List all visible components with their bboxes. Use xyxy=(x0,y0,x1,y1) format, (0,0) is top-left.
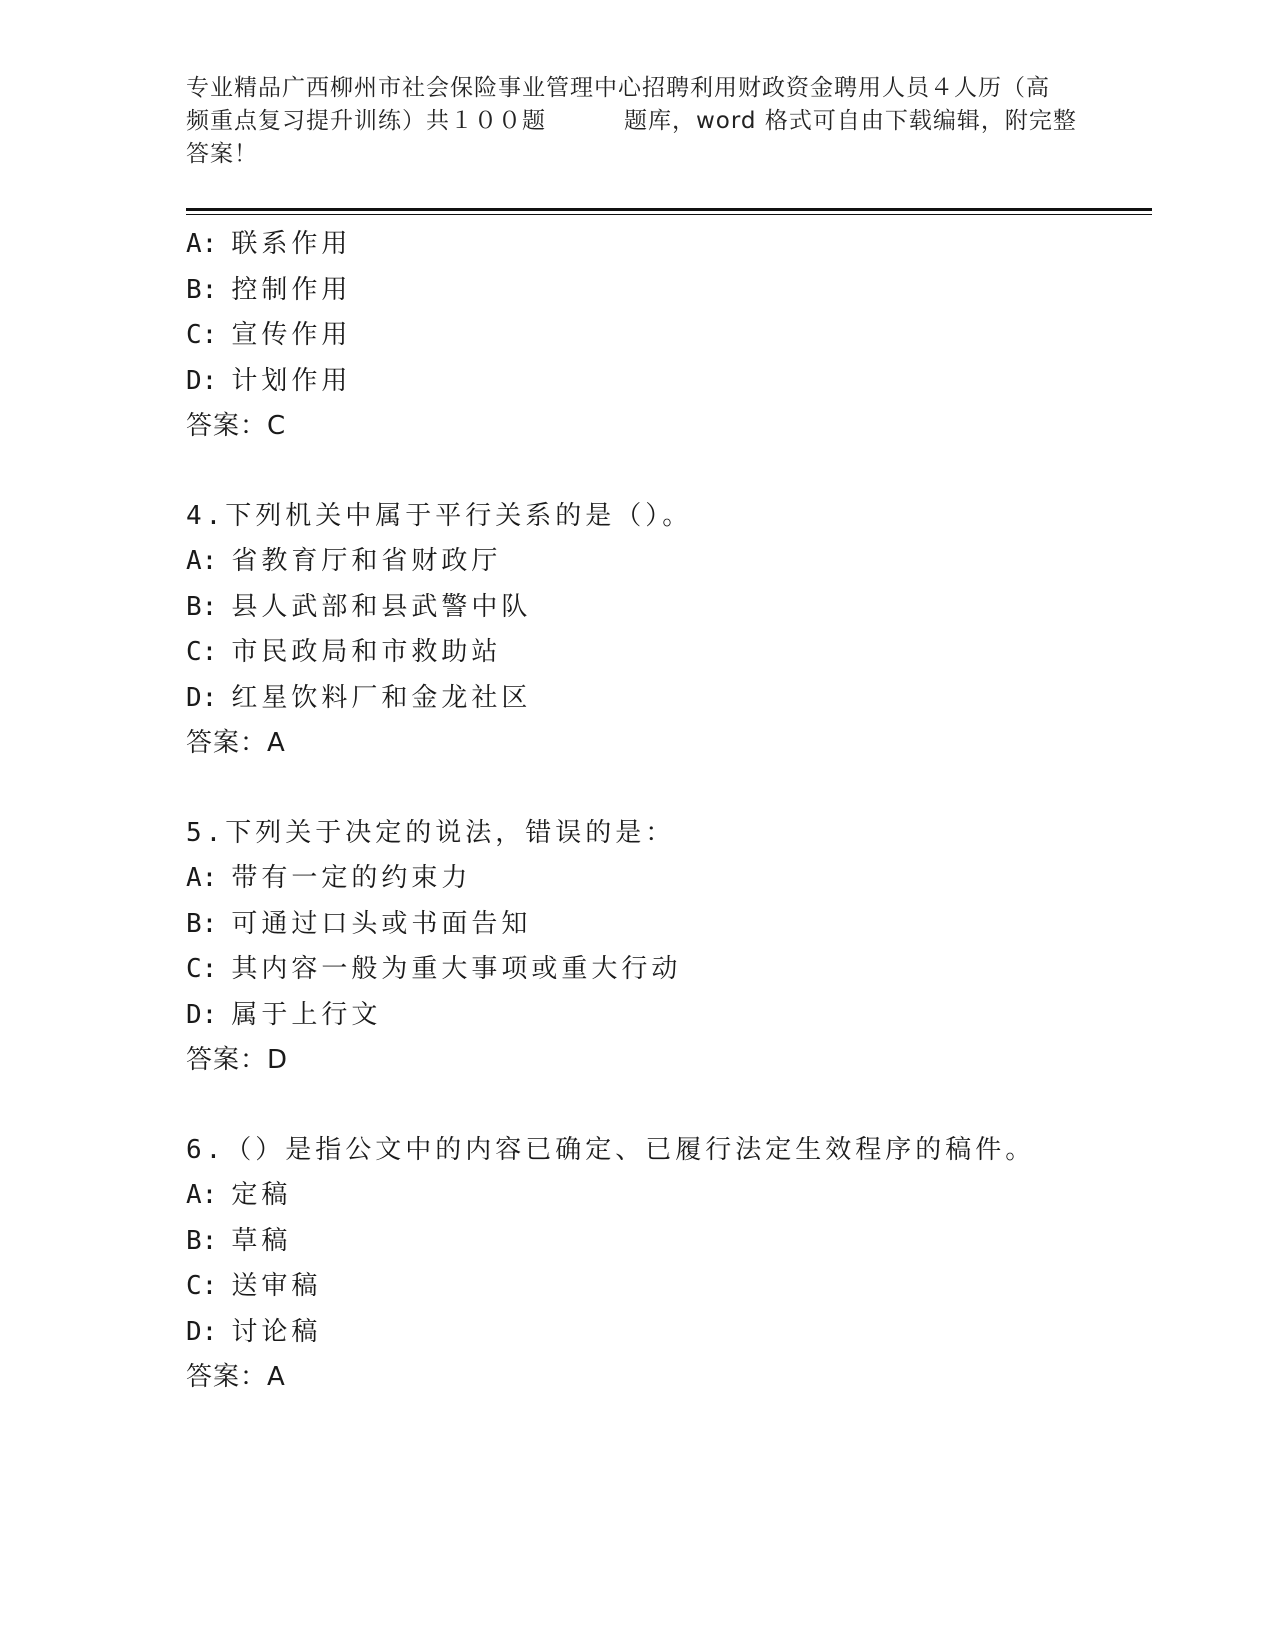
option-b: B: 县人武部和县武警中队 xyxy=(186,591,532,622)
option-c: C: 市民政局和市救助站 xyxy=(186,637,502,667)
document-title xyxy=(186,72,1086,171)
title-line-2 xyxy=(186,105,1086,138)
option-a: A: 联系作用 xyxy=(186,229,352,259)
header-divider-thick xyxy=(186,208,1152,211)
option-b: B: 草稿 xyxy=(186,1225,292,1256)
answer-label: 答案： xyxy=(186,411,268,441)
option-a: A: 带有一定的约束力 xyxy=(186,863,472,893)
option-d: D: 计划作用 xyxy=(186,365,352,396)
title-line-3: 答案！ xyxy=(186,141,258,167)
answer-value: A xyxy=(267,728,286,758)
question-stem: 4.下列机关中属于平行关系的是（）。 xyxy=(186,500,693,531)
option-c: C: 宣传作用 xyxy=(186,320,352,350)
title-line-1: 专业精品广西柳州市社会保险事业管理中心招聘利用财政资金聘用人员４人历（高 xyxy=(186,75,1050,101)
answer-line xyxy=(186,721,1146,767)
option-d: D: 红星饮料厂和金龙社区 xyxy=(186,682,532,713)
question-stem: 6.（）是指公文中的内容已确定、已履行法定生效程序的稿件。 xyxy=(186,1134,1036,1165)
header-divider-thin xyxy=(186,214,1152,215)
option-a: A: 省教育厅和省财政厅 xyxy=(186,546,502,576)
question-block-5 xyxy=(186,811,1146,1084)
answer-line xyxy=(186,1038,1146,1084)
title-line-2-part-1: 频重点复习提升训练）共１００题 xyxy=(186,108,546,134)
option-d: D: 讨论稿 xyxy=(186,1316,322,1347)
question-stem: 5.下列关于决定的说法，错误的是： xyxy=(186,817,676,848)
option-c: C: 其内容一般为重大事项或重大行动 xyxy=(186,954,682,984)
question-block-partial xyxy=(186,222,1146,450)
option-b: B: 控制作用 xyxy=(186,274,352,305)
answer-value: D xyxy=(267,1045,289,1075)
answer-label: 答案： xyxy=(186,728,268,758)
answer-label: 答案： xyxy=(186,1362,268,1392)
question-list xyxy=(186,222,1146,1401)
answer-line xyxy=(186,404,1146,450)
answer-line xyxy=(186,1355,1146,1401)
option-a: A: 定稿 xyxy=(186,1180,292,1210)
option-b: B: 可通过口头或书面告知 xyxy=(186,908,532,939)
option-c: C: 送审稿 xyxy=(186,1271,322,1301)
title-line-2-part-2: 题库，word 格式可自由下载编辑，附完整 xyxy=(624,108,1077,134)
question-block-4 xyxy=(186,494,1146,767)
answer-value: A xyxy=(267,1362,286,1392)
answer-value: C xyxy=(267,411,287,441)
answer-label: 答案： xyxy=(186,1045,268,1075)
question-block-6 xyxy=(186,1128,1146,1401)
option-d: D: 属于上行文 xyxy=(186,999,382,1030)
